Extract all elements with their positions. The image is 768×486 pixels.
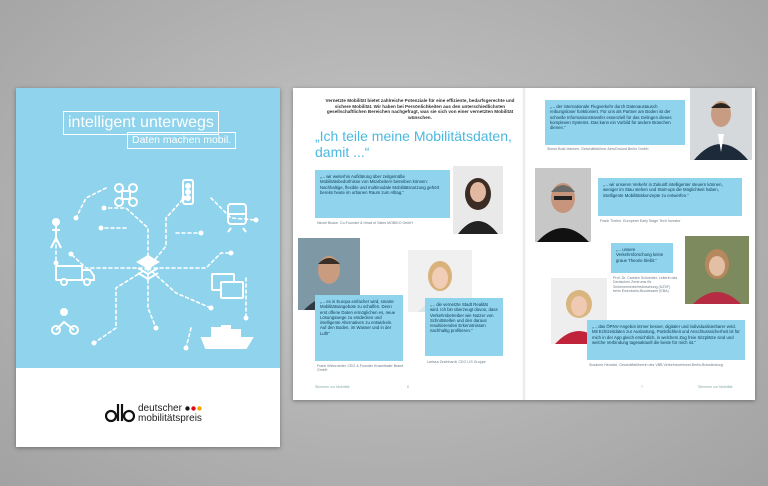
quote-caption-6: Prof. Dr. Carsten Schneider, Leiterin des Deutschen Zentrums für Schienenverkehrsforschung (DZSF) beim Eisenbahn-Bundesamt (EBA) (613, 276, 678, 294)
page-number-left: 6 (407, 385, 409, 389)
quote-box-6: „... unsere Verkehrsforschung keine graue Theorie bleibt.“ (611, 243, 673, 273)
cargo-ship-icon (202, 326, 252, 348)
quote-caption-1: Nicole Busse, Co-Founder & Head of Sales MOBIKO GmbH (317, 221, 413, 225)
portrait-photo-frank-thelen (535, 168, 591, 242)
delivery-truck-icon (56, 266, 94, 285)
brand-name (138, 404, 203, 424)
quote-box-1: „... wir weiterhin Aufklärung über zeitgemäße Mobilitätsbedürfnisse von Mitarbeitern betreiben können: Nachhaltige, flexible und multimodale Mobilitätsnutzung gehört bereits heute im urbanen Raum zum Alltag.“ (315, 170, 450, 218)
mobilitaetspreis-logo-mark (105, 401, 135, 423)
scooter-rider-icon (52, 309, 78, 334)
quote-box-5: „... wir unseren Verkehr in Zukunft intelligenter steuern können, weniger im Stau stehen und Start-ups die Möglichkeit haben, intelligente Mobilitätskonzepte zu entwerfen.“ (598, 178, 742, 216)
quote-box-2: „... es in Europa einfacher wird, smarte Mobilitätsangebote zu schaffen. Denn erst offene Daten ermöglichen es, neue Lösungswege zu entdecken und intelligente Alternativen zu entwickeln. Auf den Boden, im Wasser und in der Luft!“ (315, 295, 403, 361)
brochure-cover (16, 88, 280, 447)
quote-caption-7: Susanne Henckel, Geschäftsführerin des VBB Verkehrsverbund Berlin-Brandenburg (589, 363, 723, 367)
intro-text: Vernetzte Mobilität bietet zahlreiche Potenziale für eine effiziente, bedarfsgerechte und sichere Mobilität. Wir haben bei Persönlichkeiten aus den unterschiedlichsten gesellschaftlichen Bereichen nachgefragt, was sie sich von einer vernetzten Mobilität wünschen. (325, 98, 515, 120)
quote-caption-2: Frank Wienroeder, CEO & Founder Kraanthaler Brand GmbH (317, 364, 404, 373)
quote-caption-4: Simon Bold-Hansen, Geschäftsführer AeroGround Berlin GmbH (547, 147, 649, 151)
brand-dots-icon (185, 406, 203, 411)
footer-right-label: Stimmen zur Mobilität (698, 385, 733, 389)
portrait-photo-nicole-busse (453, 166, 503, 234)
spread-headline: „Ich teile meine Mobilitätsdaten, damit ...“ (315, 128, 512, 160)
quote-caption-5: Frank Thelen, European Early Stage Tech Investor (600, 219, 681, 223)
cover-subtitle: Daten machen mobil. (127, 132, 236, 149)
quote-box-3: „... die vernetzte Stadt Realität wird. Ich bin überzeugt davon, dass Verkehrsbetreiber wie Nutzer von Schnittstellen und den daraus resultierenden Erkenntnissen nachhaltig profitieren.“ (425, 298, 503, 356)
mobility-network-illustration (16, 158, 280, 368)
portrait-photo-carsten-schneider (685, 236, 749, 304)
quote-box-4: „... der internationale Flugverkehr durch Datenaustausch reibungsloser funktioniert. Für uns als Partner am Boden ist der schnelle Informationstransfer essenziell für das Gelingen dieses komplexen Systems. Das kann ein Vorbild für andere Branchen dienen.“ (545, 100, 685, 145)
quote-box-7: „... das ÖPNV-Angebot immer besser, digitaler und individualisierbarer wird. Mit Echtzeitdaten zur Auslastung, Pünktlichkeit und Anschlusssicherheit ist für mich in der App gleich ersichtlich, in welchem Zug freie Sitzplätze sind und welche Verbindung tagesaktuell die beste für mich ist.“ (587, 320, 745, 360)
brand-line-1: deutscher (138, 403, 182, 414)
video-call-screens-icon (212, 274, 243, 298)
page-number-right: 7 (641, 385, 643, 389)
brochure-spread (293, 88, 755, 400)
tram-icon (228, 204, 246, 232)
pedestrian-icon (51, 219, 61, 248)
footer-left-label: Stimmen zur Mobilität (315, 385, 350, 389)
cover-title: intelligent unterwegs (63, 111, 219, 135)
brand-line-2: mobilitätspreis (138, 413, 202, 424)
drone-icon (115, 184, 137, 206)
quote-caption-3: Larissa Zeichhardt, CEO LIS Gruppe (427, 360, 486, 364)
portrait-photo-simon-bold-hansen (690, 88, 752, 160)
